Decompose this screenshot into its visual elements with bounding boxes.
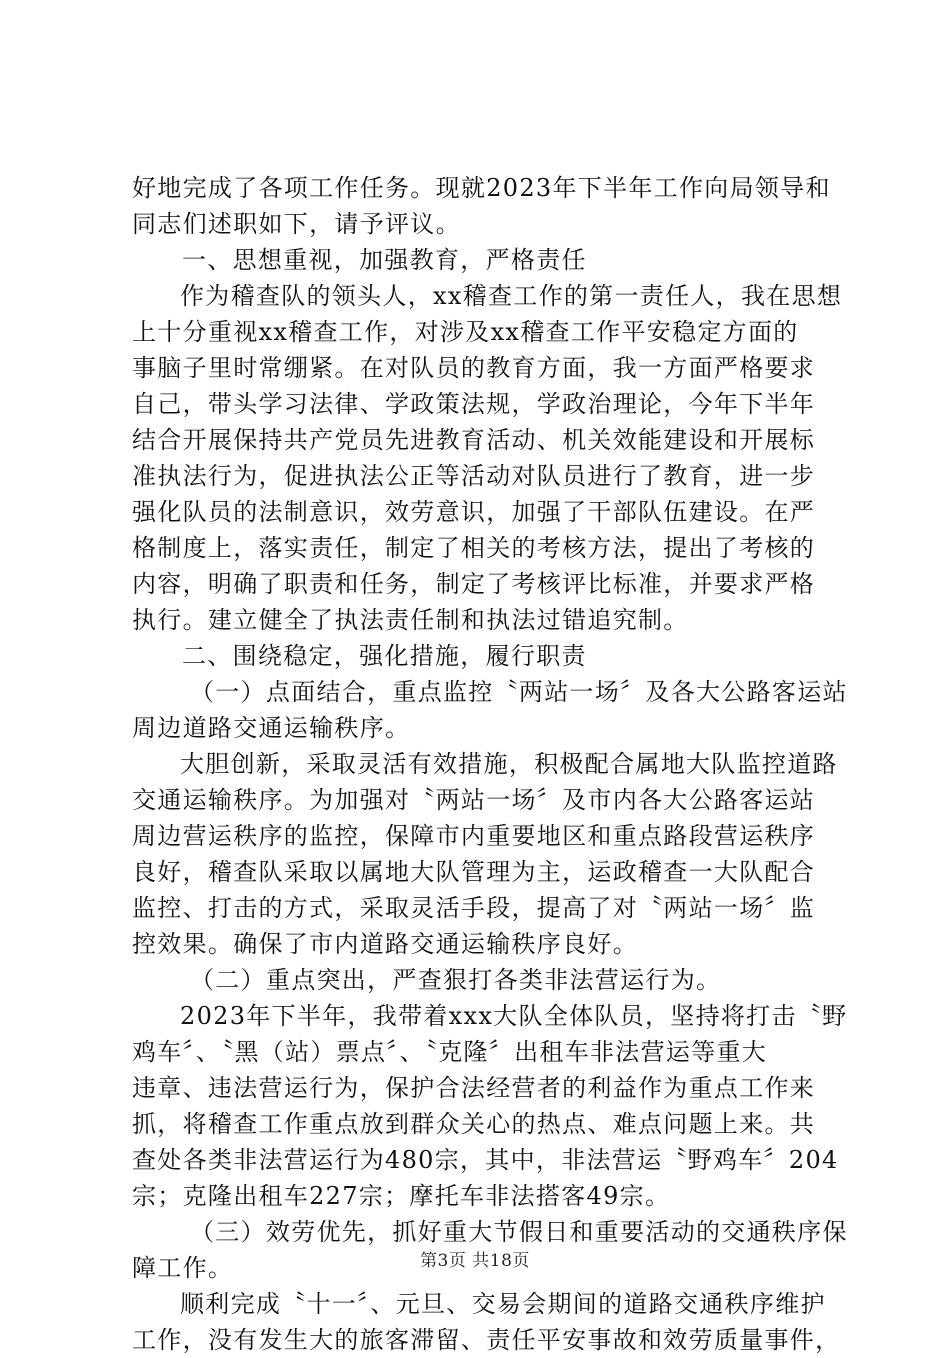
text-line: 障工作。 [132,1254,234,1282]
text-line: 事脑子里时常绷紧。在对队员的教育方面，我一方面严格要求 [132,354,816,382]
text-line: 监控、打击的方式，采取灵活手段，提高了对〝两站一场〞监 [132,894,816,922]
subsection-heading-1: （一）点面结合，重点监控〝两站一场〞及各大公路客运站 [190,678,848,706]
text-line: 违章、违法营运行为，保护合法经营者的利益作为重点工作来 [132,1074,816,1102]
text-line: 控效果。确保了市内道路交通运输秩序良好。 [132,930,638,958]
text-line: 查处各类非法营运行为480宗，其中，非法营运〝野鸡车〞204 [132,1146,839,1174]
text-line: 顺利完成〝十一〞、元旦、交易会期间的道路交通秩序维护 [180,1290,826,1318]
text-line: 交通运输秩序。为加强对〝两站一场〞及市内各大公路客运站 [132,786,816,814]
text-line: 工作，没有发生大的旅客滞留、责任平安事故和效劳质量事件， [132,1326,841,1354]
text-line: 准执法行为，促进执法公正等活动对队员进行了教育，进一步 [132,462,816,490]
subsection-heading-2: （二）重点突出，严查狠打各类非法营运行为。 [190,966,722,994]
subsection-heading-3: （三）效劳优先，抓好重大节假日和重要活动的交通秩序保 [190,1218,848,1246]
text-line: 结合开展保持共产党员先进教育活动、机关效能建设和开展标 [132,426,816,454]
text-line: 执行。建立健全了执法责任制和执法过错追究制。 [132,606,689,634]
text-line: 自己，带头学习法律、学政策法规，学政治理论，今年下半年 [132,390,816,418]
text-line: 强化队员的法制意识，效劳意识，加强了干部队伍建设。在严 [132,498,816,526]
text-line: 良好，稽查队采取以属地大队管理为主，运政稽查一大队配合 [132,858,816,886]
text-line: 作为稽查队的领头人，xx稽查工作的第一责任人，我在思想 [180,282,843,310]
text-line: 同志们述职如下，请予评议。 [132,210,461,238]
text-line: 周边营运秩序的监控，保障市内重要地区和重点路段营运秩序 [132,822,816,850]
text-line: 宗；克隆出租车227宗；摩托车非法搭客49宗。 [132,1182,671,1210]
text-line: 2023年下半年，我带着xxx大队全体队员，坚持将打击〝野 [180,1002,848,1030]
text-line: 内容，明确了职责和任务，制定了考核评比标准，并要求严格 [132,570,816,598]
text-line: 鸡车〞、〝黑（站）票点〞、〝克隆〞出租车非法营运等重大 [132,1038,768,1066]
text-line: 好地完成了各项工作任务。现就2023年下半年工作向局领导和 [132,174,831,202]
text-line: 抓，将稽查工作重点放到群众关心的热点、难点问题上来。共 [132,1110,816,1138]
document-body [132,170,848,1358]
text-line: 周边道路交通运输秩序。 [132,714,411,742]
section-heading-1: 一、思想重视，加强教育，严格责任 [182,246,587,274]
section-heading-2: 二、围绕稳定，强化措施，履行职责 [182,642,587,670]
text-line: 上十分重视xx稽查工作，对涉及xx稽查工作平安稳定方面的 [132,318,799,346]
text-line: 格制度上，落实责任，制定了相关的考核方法，提出了考核的 [132,534,816,562]
page-number-footer: 第3页 共18页 [420,1251,530,1271]
text-line: 大胆创新，采取灵活有效措施，积极配合属地大队监控道路 [180,750,838,778]
